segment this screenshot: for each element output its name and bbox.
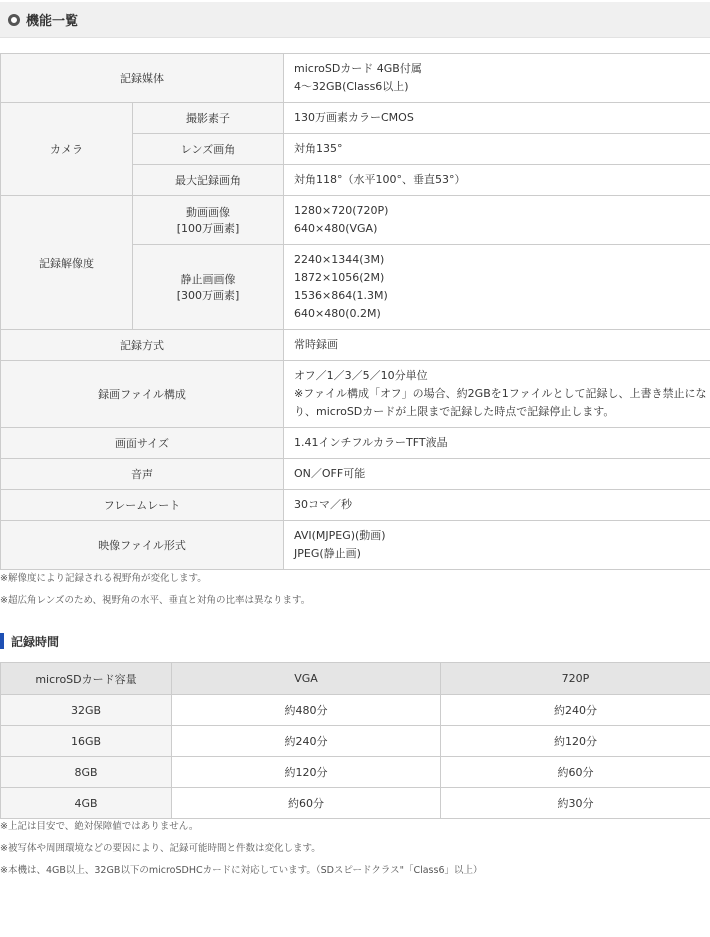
note-text: ※解像度により記録される視野角が変化します。 [0, 573, 207, 584]
spec-value-screen: 1.41インチフルカラーTFT液晶 [284, 428, 710, 459]
spec-value-audio: ON／OFF可能 [284, 459, 710, 490]
table-row [1, 490, 710, 521]
table-row [1, 330, 710, 361]
vga-time-cell: 約60分 [172, 788, 441, 819]
spec-value-still: 2240×1344(3M) 1872×1056(2M) 1536×864(1.3M) 640×480(0.2M) [284, 245, 710, 330]
spec-label-sensor: 撮影素子 [133, 103, 284, 134]
note-text: ※被写体や周囲環境などの要因により、記録可能時間と件数は変化します。 [0, 843, 321, 854]
note-text: ※本機は、4GB以上、32GB以下のmicroSDHCカードに対応しています。（SDスピードクラス"「Class6」以上） [0, 865, 483, 876]
table-row [1, 788, 710, 819]
vga-time-cell: 約480分 [172, 695, 441, 726]
table-row [1, 757, 710, 788]
table-row [1, 521, 710, 570]
spec-label-screen: 画面サイズ [1, 428, 284, 459]
table-row [1, 459, 710, 490]
capacity-cell: 32GB [1, 695, 172, 726]
spec-label-lens: レンズ画角 [133, 134, 284, 165]
spec-value-media: microSDカード 4GB付属 4〜32GB(Class6以上) [284, 54, 710, 103]
section-header [0, 2, 710, 38]
note-text: ※上記は目安で、絶対保障値ではありません。 [0, 821, 199, 832]
spec-table [0, 53, 710, 570]
spec-label-max-angle: 最大記録画角 [133, 165, 284, 196]
spec-value-format: AVI(MJPEG)(動画) JPEG(静止画) [284, 521, 710, 570]
column-header-vga: VGA [172, 663, 441, 695]
table-row [1, 196, 710, 245]
table-row [1, 361, 710, 428]
heading-accent-bar [0, 633, 4, 649]
spec-label-camera: カメラ [1, 103, 133, 196]
spec-value-framerate: 30コマ／秒 [284, 490, 710, 521]
720p-time-cell: 約240分 [441, 695, 710, 726]
720p-time-cell: 約120分 [441, 726, 710, 757]
spec-label-still: 静止画画像 [300万画素] [133, 245, 284, 330]
720p-time-cell: 約60分 [441, 757, 710, 788]
spec-label-audio: 音声 [1, 459, 284, 490]
table-row [1, 726, 710, 757]
spec-value-lens: 対角135° [284, 134, 710, 165]
note-text: ※超広角レンズのため、視野角の水平、垂直と対角の比率は異なります。 [0, 595, 311, 606]
720p-time-cell: 約30分 [441, 788, 710, 819]
column-header-720p: 720P [441, 663, 710, 695]
record-time-header [0, 630, 59, 652]
spec-value-method: 常時録画 [284, 330, 710, 361]
record-time-title: 記録時間 [11, 634, 60, 649]
capacity-cell: 16GB [1, 726, 172, 757]
spec-label-format: 映像ファイル形式 [1, 521, 284, 570]
spec-value-max-angle: 対角118°（水平100°、垂直53°） [284, 165, 710, 196]
spec-value-file: オフ／1／3／5／10分単位 ※ファイル構成「オフ」の場合、約2GBを1ファイルとして記録し、上書き禁止にな り、microSDカードが上限まで記録した時点で記録停止します。 [284, 361, 710, 428]
table-row [1, 103, 710, 134]
table-row [1, 54, 710, 103]
table-row [1, 428, 710, 459]
vga-time-cell: 約240分 [172, 726, 441, 757]
spec-label-resolution: 記録解像度 [1, 196, 133, 330]
spec-label-file: 録画ファイル構成 [1, 361, 284, 428]
spec-label-video: 動画画像 [100万画素] [133, 196, 284, 245]
record-time-table [0, 662, 710, 819]
table-row [1, 695, 710, 726]
spec-value-video: 1280×720(720P) 640×480(VGA) [284, 196, 710, 245]
capacity-cell: 8GB [1, 757, 172, 788]
vga-time-cell: 約120分 [172, 757, 441, 788]
spec-value-sensor: 130万画素カラーCMOS [284, 103, 710, 134]
table-header-row [1, 663, 710, 695]
column-header-capacity: microSDカード容量 [1, 663, 172, 695]
spec-label-media: 記録媒体 [1, 54, 284, 103]
spec-label-method: 記録方式 [1, 330, 284, 361]
section-title: 機能一覧 [26, 14, 79, 29]
capacity-cell: 4GB [1, 788, 172, 819]
circle-bullet-icon [8, 14, 20, 26]
spec-label-framerate: フレームレート [1, 490, 284, 521]
